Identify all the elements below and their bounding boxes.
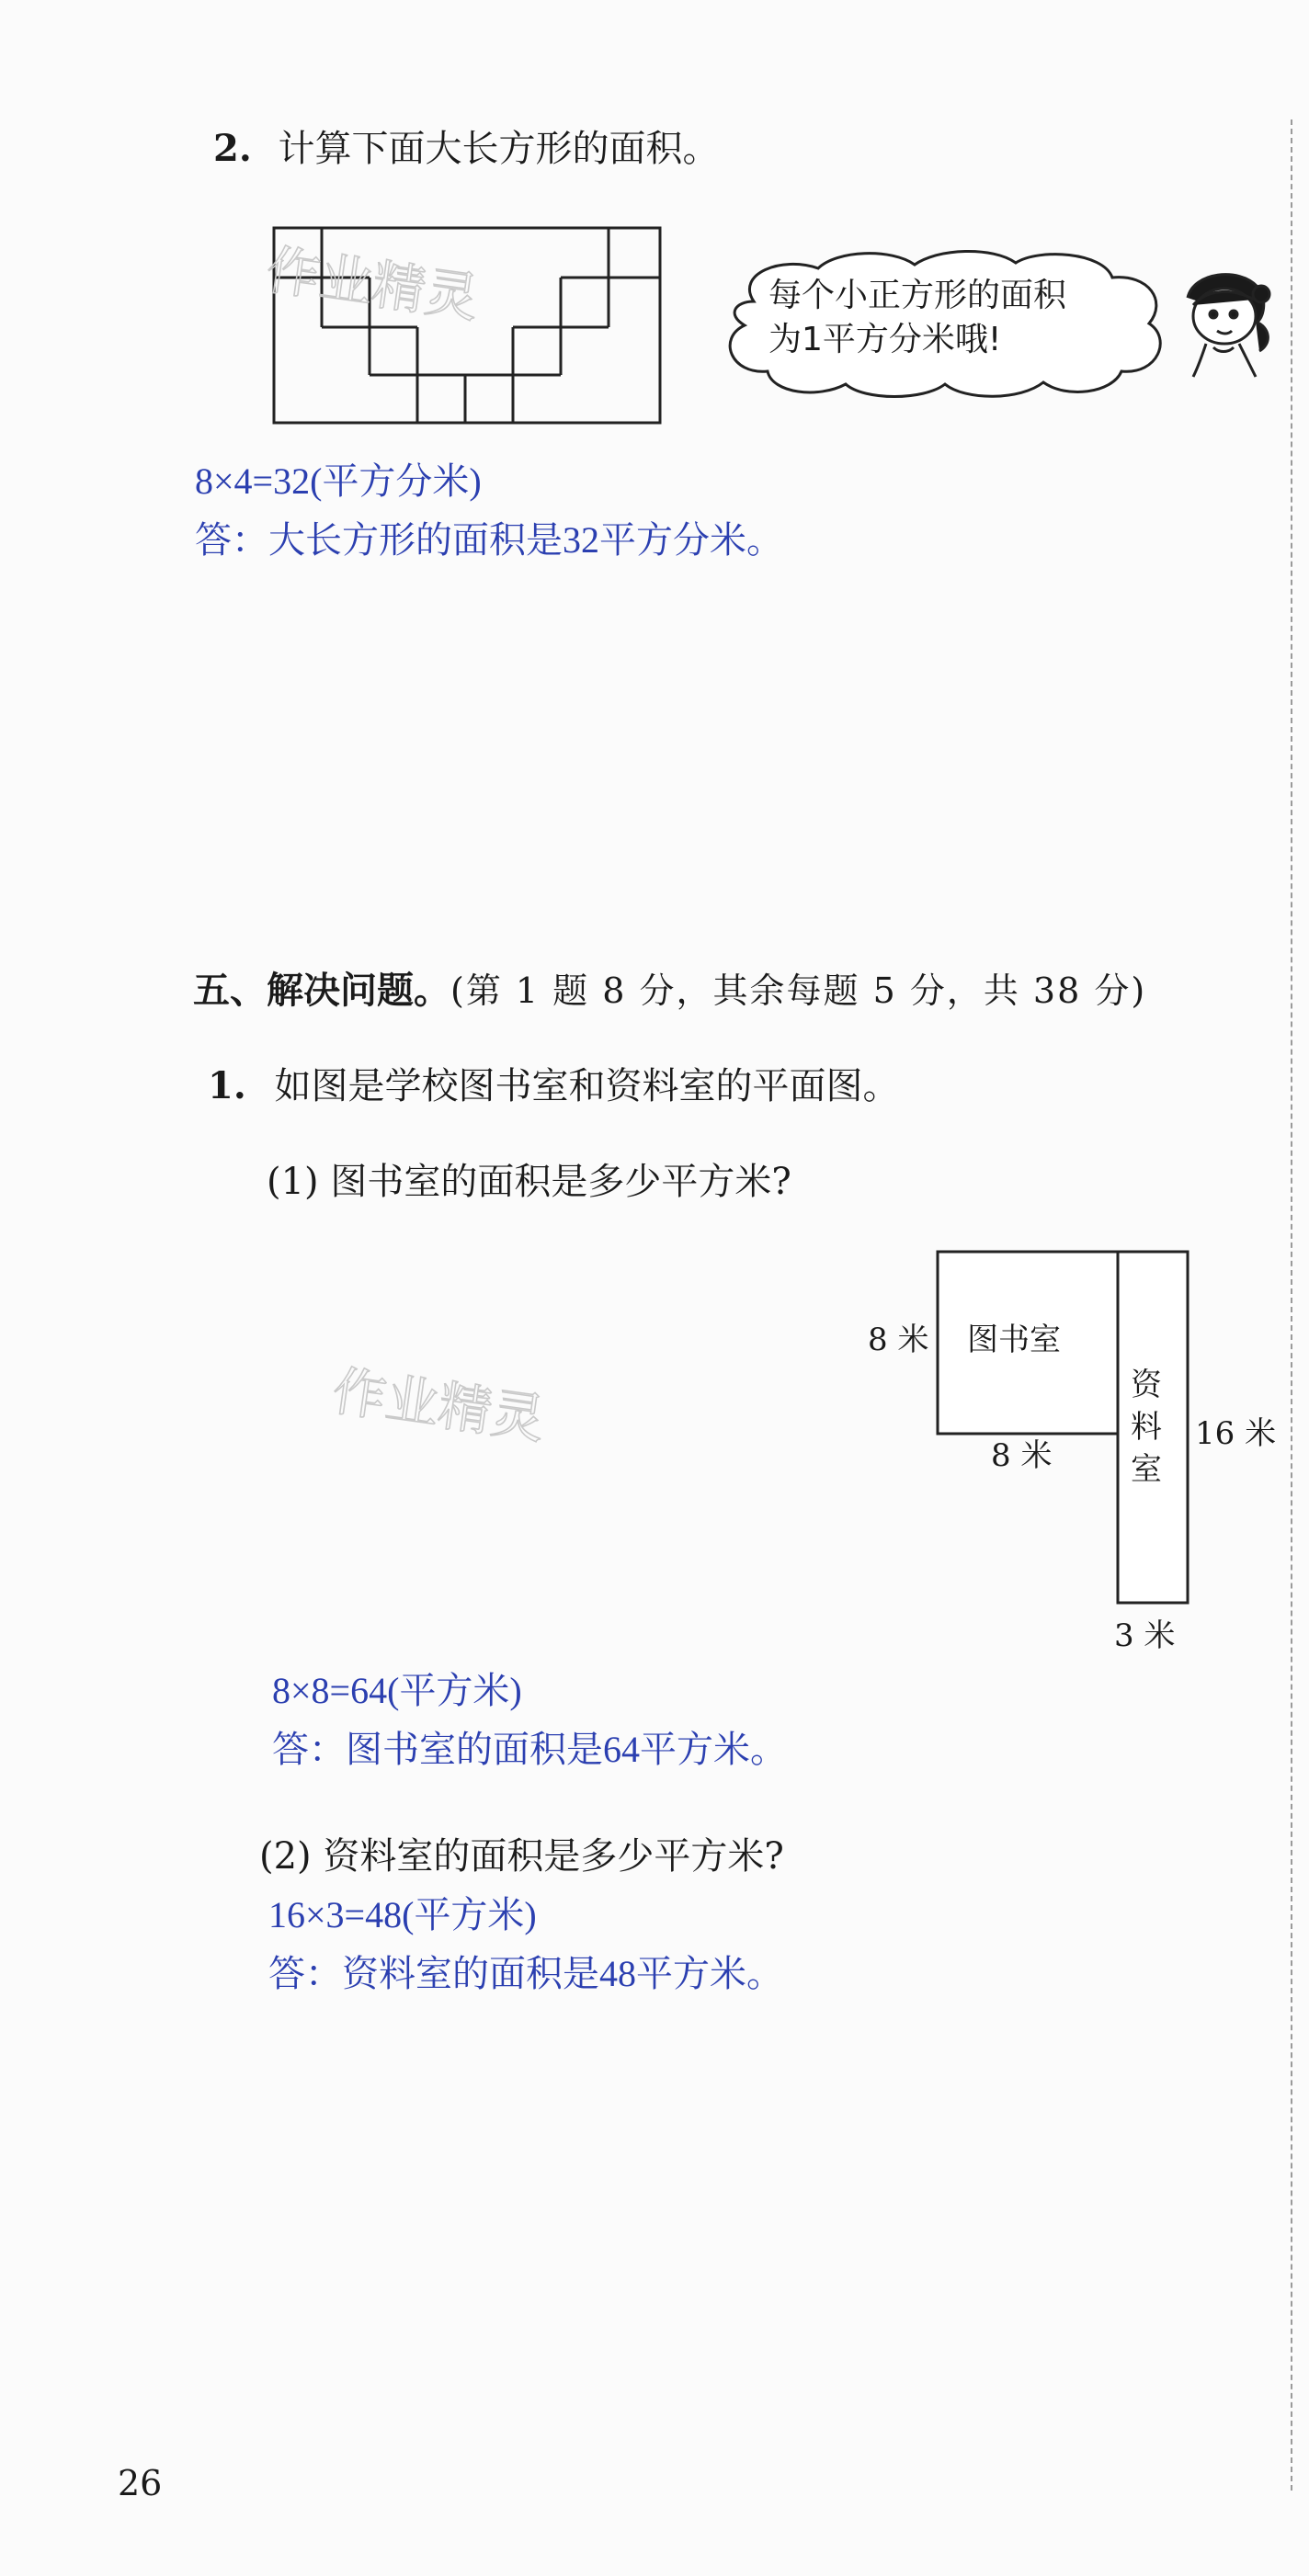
problem-1 [208, 1057, 899, 1109]
archive-height: 16 米 [1195, 1415, 1277, 1452]
sub1-calc: 8×8=64(平方米) [272, 1670, 522, 1711]
sub1-answer: 答：图书室的面积是64平方米。 [272, 1729, 787, 1770]
fold-dashed-line [1291, 119, 1292, 2491]
question-number: 2. [213, 127, 252, 170]
library-label: 图书室 [967, 1322, 1061, 1358]
sub-question-1: (1) 图书室的面积是多少平方米? [267, 1161, 791, 1203]
section-5-title: 五、解决问题。 [193, 969, 450, 1012]
section-5-note: (第 1 题 8 分，其余每题 5 分，共 38 分) [450, 970, 1147, 1011]
q2-answer-text: 答：大长方形的面积是32平方分米。 [195, 519, 783, 561]
speech-text [768, 274, 1066, 362]
library-bottom-length: 8 米 [991, 1437, 1053, 1474]
problem-number: 1. [208, 1064, 246, 1107]
girl-cartoon-icon [1166, 263, 1285, 382]
sub-question-2: (2) 资料室的面积是多少平方米? [259, 1835, 784, 1878]
archive-char-2: 料 [1131, 1409, 1162, 1446]
archive-char-1: 资 [1131, 1367, 1162, 1403]
library-side-length: 8 米 [868, 1322, 929, 1358]
page-number: 26 [118, 2463, 163, 2503]
archive-label [1131, 1364, 1162, 1491]
sub2-answer: 答：资料室的面积是48平方米。 [268, 1953, 783, 1994]
watermark: 作业精灵 [328, 1359, 549, 1451]
speech-line-1: 每个小正方形的面积 [768, 277, 1067, 314]
question-text: 计算下面大长方形的面积。 [278, 128, 720, 170]
problem-text: 如图是学校图书室和资料室的平面图。 [274, 1065, 900, 1107]
question-2 [213, 119, 719, 172]
archive-width: 3 米 [1114, 1617, 1176, 1654]
q2-answer-calc: 8×4=32(平方分米) [195, 460, 482, 502]
watermark: 作业精灵 [262, 238, 483, 330]
archive-char-3: 室 [1131, 1451, 1162, 1488]
section-5-heading [193, 961, 1146, 1014]
speech-line-2: 为1平方分米哦! [768, 321, 1002, 358]
sub2-calc: 16×3=48(平方米) [268, 1894, 537, 1935]
floor-plan [928, 1244, 1213, 1612]
